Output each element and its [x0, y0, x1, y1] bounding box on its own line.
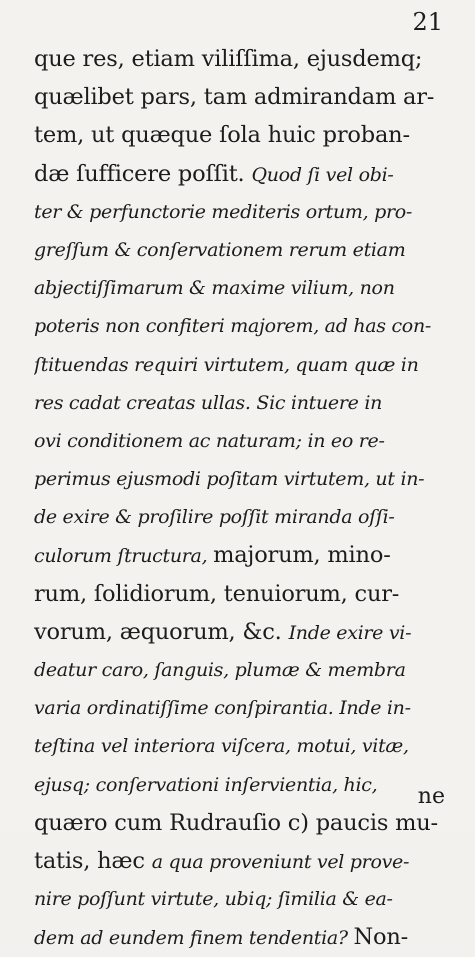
text-line	[34, 575, 446, 613]
text-line	[34, 155, 446, 193]
italic-text: greſſum & conſervationem rerum etiam	[34, 238, 406, 261]
text-line	[34, 269, 446, 307]
italic-text: ter & perfunctorie mediteris ortum, pro-	[34, 200, 413, 223]
text-line	[34, 384, 446, 422]
text-line	[34, 78, 446, 116]
text-line	[34, 613, 446, 651]
italic-text: deatur caro, ſanguis, plumæ & membra	[34, 659, 406, 681]
italic-text: culorum ſtructura,	[34, 545, 214, 568]
body-text	[34, 40, 446, 957]
roman-text: rum, ſolidiorum, tenuiorum, cur-	[34, 580, 400, 607]
text-line	[34, 766, 446, 804]
text-line	[34, 536, 446, 574]
italic-text: res cadat creatas ullas. Sic intuere in	[34, 391, 383, 414]
roman-text: quælibet pars, tam admirandam ar-	[34, 84, 435, 111]
text-line	[34, 460, 446, 498]
roman-text: dæ ſufficere poſſit.	[34, 160, 252, 187]
roman-text: tem, ut quæque ſola huic proban-	[34, 122, 410, 149]
italic-text: a qua proveniunt vel prove-	[151, 850, 410, 873]
roman-text: quæro cum Rudrauſio c) paucis mu-	[34, 809, 438, 836]
roman-text: majorum, mino-	[213, 542, 391, 569]
italic-text: varia ordinatiſſime conſpirantia. Inde in-	[34, 697, 411, 720]
italic-text: Inde exire vi-	[288, 621, 412, 644]
italic-text: ſtituendas requiri virtutem, quam quæ in	[34, 353, 419, 376]
italic-text: perimus ejusmodi poſitam virtutem, ut in-	[34, 468, 425, 491]
text-line	[34, 307, 446, 345]
catchword: ne	[417, 784, 445, 809]
text-line	[34, 880, 446, 918]
italic-text: ovi conditionem ac naturam; in eo re-	[34, 429, 385, 452]
text-line	[34, 346, 446, 384]
italic-text: abjectiſſimarum & maxime vilium, non	[34, 277, 395, 300]
text-line	[34, 842, 446, 880]
italic-text: Quod ſi vel obi-	[251, 163, 394, 186]
text-line	[34, 804, 446, 842]
text-line	[34, 918, 446, 956]
roman-text: tatis, hæc	[34, 847, 152, 874]
text-line	[34, 422, 446, 460]
roman-text: vorum, æquorum, &c.	[34, 618, 289, 645]
text-line	[34, 689, 446, 727]
text-line	[34, 651, 446, 689]
page-number: 21	[412, 8, 443, 36]
text-line	[34, 231, 446, 269]
italic-text: dem ad eundem finem tendentia?	[34, 927, 354, 950]
roman-text: Non-	[353, 924, 409, 951]
text-line	[34, 727, 446, 765]
text-line	[34, 498, 446, 536]
italic-text: ejusq; conſervationi inſervientia, hic,	[34, 773, 378, 796]
roman-text: que res, etiam viliſſima, ejusdemq;	[34, 46, 423, 72]
text-line	[34, 116, 446, 154]
italic-text: nire poſſunt virtute, ubiq; ſimilia & ea-	[34, 888, 393, 911]
italic-text: teſtina vel interiora viſcera, motui, vitæ,	[34, 735, 409, 758]
italic-text: de exire & proſilire poſſit miranda oſſi-	[34, 506, 395, 529]
text-line	[34, 40, 446, 78]
text-line	[34, 193, 446, 231]
italic-text: poteris non confiteri majorem, ad has con-	[34, 315, 432, 338]
